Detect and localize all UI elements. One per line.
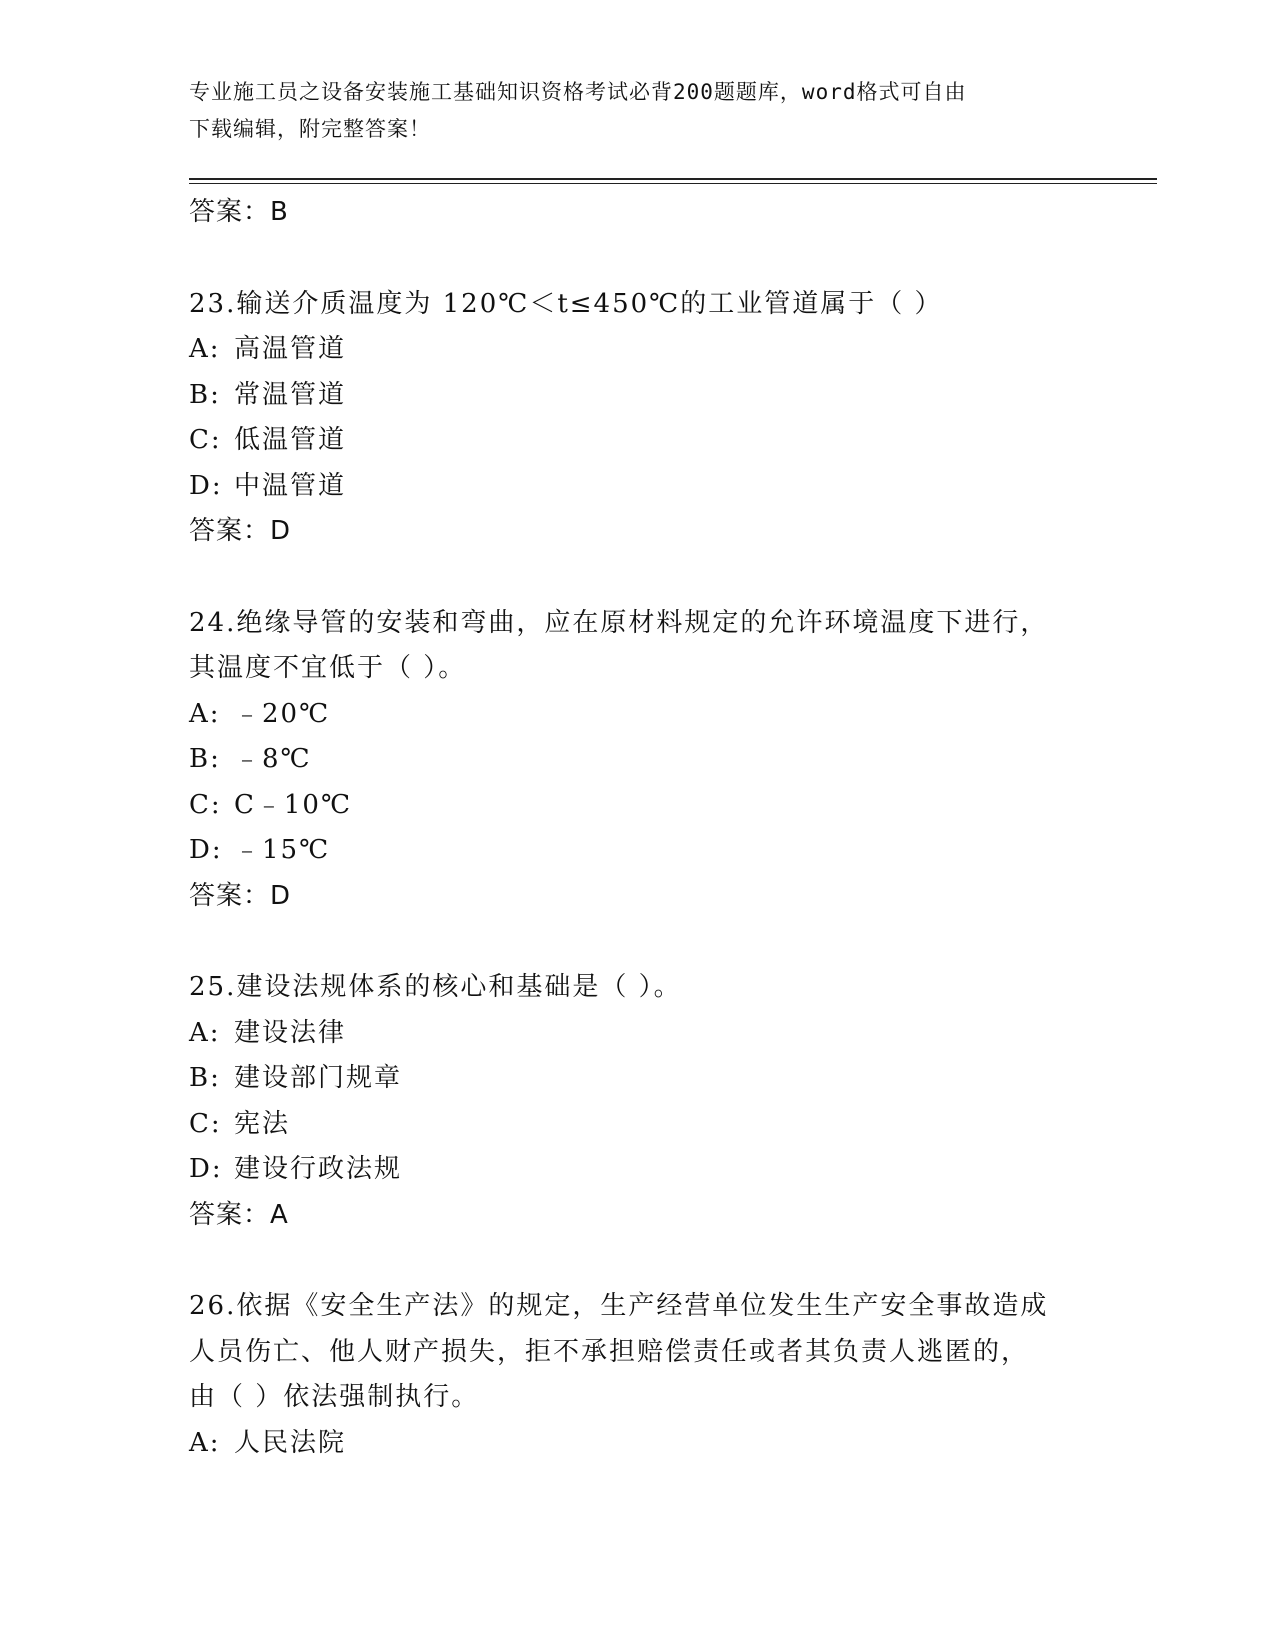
option-key: B: — [189, 744, 221, 774]
answer-line: 答案：A — [189, 1199, 289, 1230]
question-24 — [189, 601, 1149, 920]
option-b — [189, 1056, 1149, 1102]
option-text: 宪法 — [234, 1108, 291, 1139]
option-a — [189, 1421, 1149, 1467]
question-25 — [189, 965, 1149, 1238]
option-d — [189, 828, 1149, 874]
question-stem: 23.输送介质温度为 120℃＜t≤450℃的工业管道属于（ ） — [189, 288, 943, 319]
option-text: 常温管道 — [234, 379, 347, 410]
question-stem: 26.依据《安全生产法》的规定，生产经营单位发生生产安全事故造成 — [189, 1291, 1049, 1321]
header-line-2: 下载编辑，附完整答案！ — [189, 117, 431, 141]
option-key: C: — [189, 1108, 222, 1139]
spacer — [189, 919, 1149, 965]
option-text: 建设部门规章 — [234, 1063, 403, 1093]
option-key: B: — [189, 379, 221, 410]
answer-line: 答案：D — [189, 880, 292, 911]
page-header — [189, 74, 1089, 148]
option-key: B: — [189, 1063, 221, 1093]
question-list — [189, 190, 1149, 1466]
option-key: D: — [189, 835, 223, 865]
option-text: C﹣10℃ — [234, 789, 353, 820]
question-23 — [189, 282, 1149, 555]
option-b — [189, 373, 1149, 419]
option-key: C: — [189, 789, 222, 820]
option-key: A: — [189, 1017, 221, 1048]
spacer — [189, 236, 1149, 282]
question-stem-cont: 其温度不宜低于（ ）。 — [189, 653, 467, 683]
option-text: 中温管道 — [234, 470, 347, 501]
option-text: ﹣15℃ — [234, 835, 331, 865]
question-26 — [189, 1284, 1149, 1466]
option-key: D: — [189, 1154, 223, 1184]
option-a — [189, 692, 1149, 738]
question-stem: 24.绝缘导管的安装和弯曲，应在原材料规定的允许环境温度下进行， — [189, 607, 1049, 638]
option-c — [189, 1102, 1149, 1148]
spacer — [189, 555, 1149, 601]
option-text: ﹣20℃ — [234, 698, 331, 729]
option-a — [189, 327, 1149, 373]
option-c — [189, 783, 1149, 829]
question-stem: 25.建设法规体系的核心和基础是（ ）。 — [189, 972, 682, 1002]
option-key: A: — [189, 334, 221, 364]
option-text: 低温管道 — [234, 425, 347, 455]
spacer — [189, 1238, 1149, 1284]
answer-line: 答案：D — [189, 516, 292, 546]
option-key: A: — [189, 698, 221, 729]
option-key: C: — [189, 425, 222, 455]
header-rule-thin — [189, 183, 1157, 184]
header-rule — [189, 178, 1157, 180]
option-key: D: — [189, 470, 223, 501]
option-text: ﹣8℃ — [234, 744, 312, 774]
header-line-1: 专业施工员之设备安装施工基础知识资格考试必背200题题库，word格式可自由 — [189, 80, 967, 104]
option-a — [189, 1011, 1149, 1057]
option-d — [189, 1147, 1149, 1193]
option-c — [189, 418, 1149, 464]
option-text: 高温管道 — [234, 334, 347, 364]
option-text: 建设行政法规 — [234, 1154, 403, 1184]
option-key: A: — [189, 1427, 221, 1458]
option-text: 建设法律 — [234, 1017, 347, 1048]
question-stem-cont: 由（ ）依法强制执行。 — [189, 1382, 480, 1412]
option-text: 人民法院 — [234, 1427, 347, 1458]
option-d — [189, 464, 1149, 510]
option-b — [189, 737, 1149, 783]
answer-line: 答案：B — [189, 197, 289, 227]
question-stem-cont: 人员伤亡、他人财产损失，拒不承担赔偿责任或者其负责人逃匿的， — [189, 1336, 1030, 1367]
